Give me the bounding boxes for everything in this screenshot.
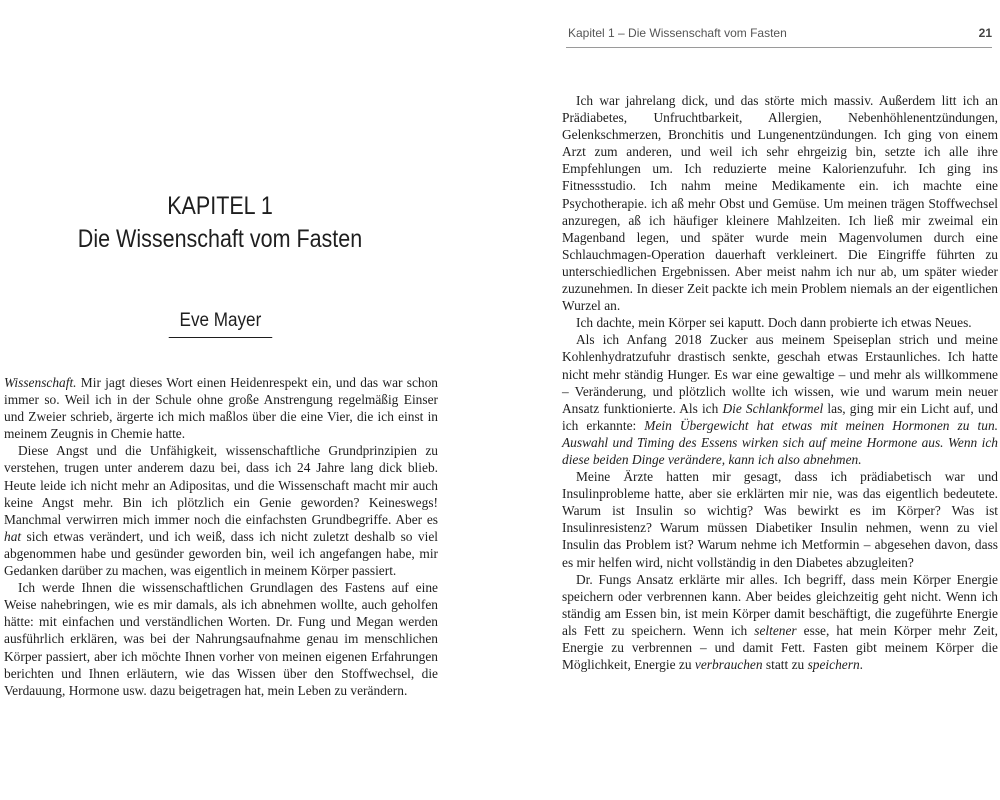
italic-phrase: Mein Übergewicht hat etwas mit meinen Hormonen zu tun. Auswahl und Timing des Essens wirken sich auf meine Hormone aus. Wenn ich diese beiden Dinge verändere, kann ich also abnehmen. <box>562 417 998 467</box>
paragraph <box>562 314 998 331</box>
paragraph-text: Ich werde Ihnen die wissenschaftlichen Grundlagen des Fastens auf eine Weise nahebringen, wie es mir damals, als ich abnehmen wollte, auch geholfen hätte: mit einfachen und verständlichen Worten. Dr. Fung und Megan werden ausführlich erklären, was bei der Nahrungsaufnahme genau im menschlichen Körper passiert, aber ich möchte Ihnen vorher von meinen eigenen Erfahrungen berichten und Ihnen erläutern, wie das Wissen über den Stoffwechsel, die Verdauung, Hormone usw. dazu beigetragen hat, mein Leben zu verändern. <box>4 580 438 698</box>
italic-phrase: verbrauchen <box>694 657 763 673</box>
chapter-heading <box>0 190 440 256</box>
chapter-label: KAPITEL 1 <box>167 192 273 220</box>
running-header-title: Kapitel 1 – Die Wissenschaft vom Fasten <box>568 26 787 40</box>
paragraph-text: sich etwas verändert, und ich weiß, dass ich nicht zuletzt deshalb so viel abgenommen habe und gesünder geworden bin, weil ich angefangen habe, mir Gedanken darüber zu machen, was eigentlich in meinem Körper passiert. <box>4 528 438 579</box>
paragraph <box>562 571 998 674</box>
paragraph-text: Dr. Fungs Ansatz erklärte mir alles. Ich begriff, dass mein Körper Energie speichern oder verbrennen kann. Aber beides gleichzeitig geht nicht. Wenn ich ständig am Essen bin, ist mein Körper damit beschäftigt, die zugeführte Energie als Fett zu speichern. Wenn ich <box>562 571 998 638</box>
paragraph-text: Ich war jahrelang dick, und das störte mich massiv. Außerdem litt ich an Prädiabetes, Unfruchtbarkeit, Allergien, Nebenhöhlenentzündungen, Gelenkschmerzen, Bronchitis und Lungenentzündungen. Ich ging von einem Arzt zum anderen, und weil ich sehr ehrgeizig bin, setzte ich alle ihre Empfehlungen um. Ich reduzierte meine Kalorienzufuhr. Ich ging ins Fitnessstudio. Ich nahm meine Medikamente ein. ich machte eine Psychotherapie. ich aß mehr Obst und Gemüse. Um meinen trägen Stoffwechsel anzuregen, aß ich häufiger kleinere Mahlzeiten. Ich ließ mir zweimal ein Magenband legen, und später wurde mein Magenvolumen durch eine Schlauchmagen-Operation dauerhaft verkleinert. Die Eingriffe führten zu unterschiedlichen Ergebnissen. Aber meist nahm ich nur ab, um später wieder zuzunehmen. In dieser Zeit packte ich mein Problem niemals an der eigentlichen Wurzel an. <box>562 93 998 314</box>
author-block <box>0 310 440 338</box>
paragraph <box>562 331 998 468</box>
italic-phrase: speichern <box>807 657 860 673</box>
paragraph-text: las, ging mir ein Licht auf, und ich erkannte: <box>562 400 998 433</box>
left-page <box>0 0 440 800</box>
paragraph-text: Meine Ärzte hatten mir gesagt, dass ich prädiabetisch war und Insulinprobleme hatte, aber sie erklärten mir nie, was das eigentlich bedeutete. Warum ist Insulin so wichtig? Was bewirkt es im Körper? Was ist Insulinresistenz? Warum müssen Diabetiker Insulin nehmen, wenn zu viel Insulin das Problem ist? Warum nehme ich Metformin – abgesehen davon, dass es mir helfen wird, nicht vollständig in den Diabetes abzugleiten? <box>562 469 998 570</box>
italic-phrase: hat <box>4 528 22 544</box>
paragraph-text: esse, hat mein Körper mehr Zeit, Energie zu verbrennen – und damit Fett. Fasten gibt meinem Körper die Möglichkeit, Energie zu <box>562 622 998 673</box>
page-number: 21 <box>978 26 992 40</box>
paragraph <box>4 442 438 579</box>
paragraph <box>562 92 998 314</box>
chapter-title: Die Wissenschaft vom Fasten <box>77 225 363 253</box>
paragraph <box>4 374 438 442</box>
author-name: Eve Mayer <box>168 310 271 338</box>
paragraph-text: Ich dachte, mein Körper sei kaputt. Doch dann probierte ich etwas Neues. <box>576 315 972 331</box>
running-header <box>568 26 992 40</box>
paragraph-text: Als ich Anfang 2018 Zucker aus meinem Speiseplan strich und meine Kohlenhydratzufuhr drastisch senkte, geschah etwas Erstaunliches. Ich hatte nicht mehr ständig Hunger. Es war eine gewaltige – und mehr als willkommene – Veränderung, und plötzlich wollte ich wissen, wie und warum mein neuer Ansatz funktionierte. Als ich <box>562 332 998 416</box>
right-page <box>560 0 1000 800</box>
paragraph <box>4 579 438 699</box>
header-rule <box>566 47 992 48</box>
italic-phrase: Die Schlankformel <box>722 400 824 416</box>
paragraph-text: statt zu <box>762 657 808 673</box>
italic-phrase: Wissenschaft. <box>4 375 77 390</box>
paragraph <box>562 468 998 571</box>
paragraph-text: Diese Angst und die Unfähigkeit, wissenschaftliche Grundprinzipien zu verstehen, trugen unter anderem dazu bei, dass ich 24 Jahre lang dick blieb. Heute leide ich nicht mehr an Adipositas, und die Wissenschaft macht mir auch keine Angst mehr. Bin ich plötzlich ein Genie geworden? Keineswegs! Manchmal verwirren mich immer noch die einfachsten Grundbegriffe. Aber es <box>4 443 438 527</box>
paragraph-text: Mir jagt dieses Wort einen Heidenrespekt ein, und das war schon immer so. Weil ich in der Schule ohne große Anstrengung regelmäßig Einser und Zweier schrieb, ärgerte ich mich maßlos über die eine Vier, die ich einst in meinem Zeugnis in Chemie hatte. <box>4 375 438 442</box>
left-body-text <box>4 374 438 699</box>
paragraph-text: . <box>859 657 863 673</box>
italic-phrase: seltener <box>754 622 797 638</box>
right-body-text <box>562 92 998 673</box>
